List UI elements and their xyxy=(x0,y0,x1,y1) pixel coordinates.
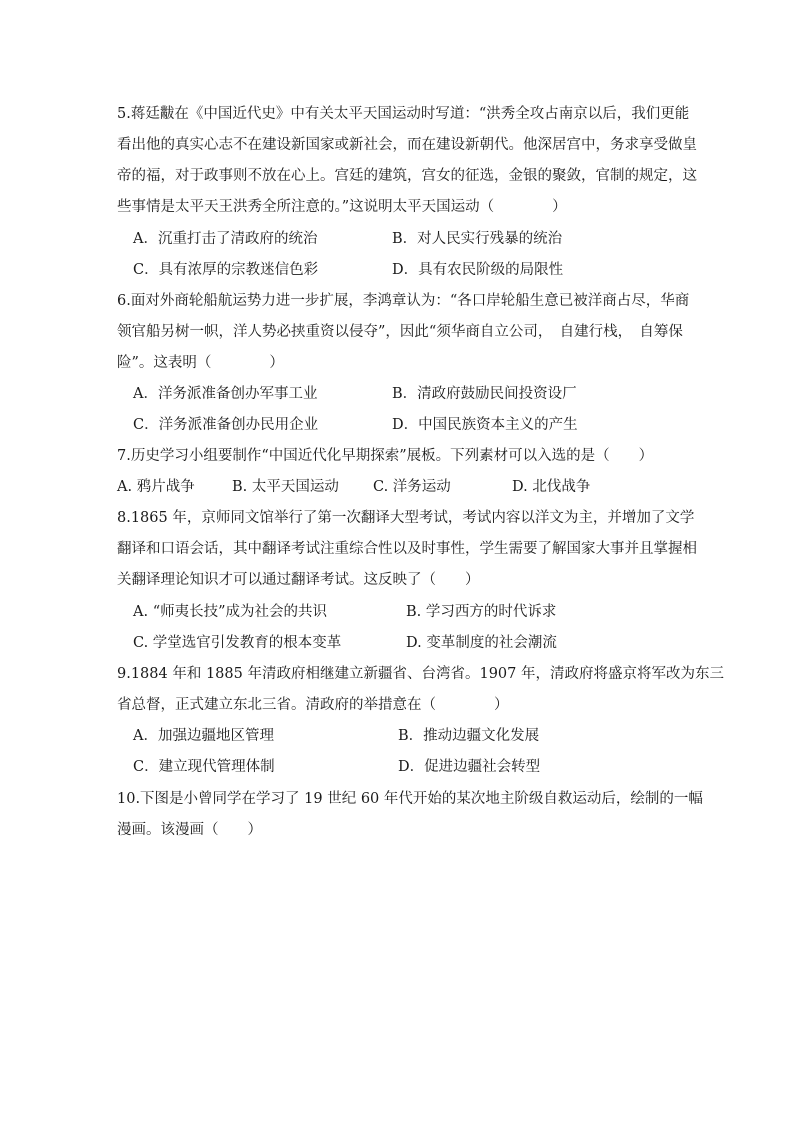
question-8-line-1: 8.1865 年，京师同文馆举行了第一次翻译大型考试，考试内容以洋文为主，并增加了文学 xyxy=(117,510,695,526)
question-9-option-c: C．建立现代管理体制 xyxy=(133,759,275,775)
question-6-line-3: 险”。这表明（ ） xyxy=(117,355,284,371)
question-9-option-a: A．加强边疆地区管理 xyxy=(133,728,274,744)
question-10-line-1: 10.下图是小曾同学在学习了 19 世纪 60 年代开始的某次地主阶级自救运动后，绘制的一幅 xyxy=(117,791,703,807)
question-8-option-c: C. 学堂选官引发教育的根本变革 xyxy=(133,635,342,651)
question-10-line-2: 漫画。该漫画（ ） xyxy=(117,822,262,838)
question-5-line-4: 些事情是太平天王洪秀全所注意的。”这说明太平天国运动（ ） xyxy=(117,199,567,215)
question-9-line-2: 省总督，正式建立东北三省。清政府的举措意在（ ） xyxy=(117,697,509,713)
question-8-line-3: 关翻译理论知识才可以通过翻译考试。这反映了（ ） xyxy=(117,572,480,588)
question-9-line-1: 9.1884 年和 1885 年清政府相继建立新疆省、台湾省。1907 年，清政府将盛京将军改为东三 xyxy=(117,666,724,682)
question-5-option-c: C．具有浓厚的宗教迷信色彩 xyxy=(133,262,319,278)
question-5-line-2: 看出他的真实心志不在建设新国家或新社会，而在建设新朝代。他深居宫中，务求享受做皇 xyxy=(117,137,697,153)
question-7-line-1: 7.历史学习小组要制作“中国近代化早期探索”展板。下列素材可以入选的是（ ） xyxy=(117,448,654,464)
question-5-option-b: B．对人民实行残暴的统治 xyxy=(392,231,563,247)
question-5-line-1: 5.蒋廷黻在《中国近代史》中有关太平天国运动时写道：“洪秀全攻占南京以后，我们更能 xyxy=(117,106,690,122)
question-9-option-d: D．促进边疆社会转型 xyxy=(398,759,541,775)
question-7-option-a: A. 鸦片战争 xyxy=(117,479,195,495)
question-6-option-d: D．中国民族资本主义的产生 xyxy=(392,417,578,433)
question-5-option-a: A．沉重打击了清政府的统治 xyxy=(133,231,318,247)
question-7-option-d: D. 北伐战争 xyxy=(512,479,591,495)
question-8-option-a: A. “师夷长技”成为社会的共识 xyxy=(133,604,328,620)
question-6-option-c: C．洋务派准备创办民用企业 xyxy=(133,417,319,433)
question-5-line-3: 帝的福，对于政事则不放在心上。宫廷的建筑，宫女的征选，金银的聚敛，官制的规定，这 xyxy=(117,168,697,184)
question-6-option-b: B．清政府鼓励民间投资设厂 xyxy=(392,386,577,402)
question-6-line-2: 领官船另树一帜，洋人势必挟重资以侵夺”，因此“须华商自立公司， 自建行栈， 自筹保 xyxy=(117,324,683,340)
question-8-line-2: 翻译和口语会话，其中翻译考试注重综合性以及时事性，学生需要了解国家大事并且掌握相 xyxy=(117,541,697,557)
question-8-option-b: B. 学习西方的时代诉求 xyxy=(406,604,557,620)
question-8-option-d: D. 变革制度的社会潮流 xyxy=(406,635,557,651)
question-7-option-b: B. 太平天国运动 xyxy=(232,479,339,495)
question-9-option-b: B．推动边疆文化发展 xyxy=(398,728,540,744)
question-6-line-1: 6.面对外商轮船航运势力进一步扩展，李鸿章认为：“各口岸轮船生意已被洋商占尽，华商 xyxy=(117,293,690,309)
question-6-option-a: A．洋务派准备创办军事工业 xyxy=(133,386,318,402)
question-5-option-d: D．具有农民阶级的局限性 xyxy=(392,262,564,278)
question-7-option-c: C. 洋务运动 xyxy=(373,479,451,495)
